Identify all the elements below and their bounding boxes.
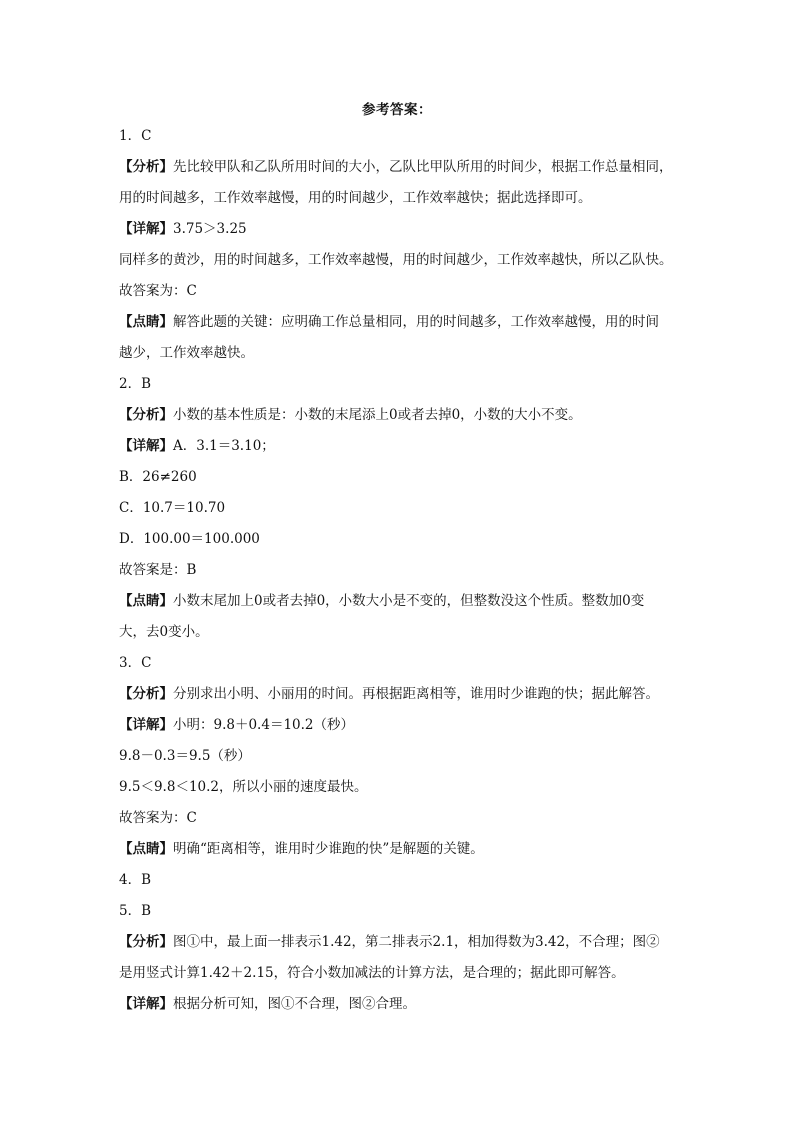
section-tag: 【分析】 <box>119 159 173 175</box>
answer-line <box>119 276 679 307</box>
section-tag: 【分析】 <box>119 934 173 950</box>
answer-line <box>119 865 679 896</box>
line-text: 解答此题的关键：应明确工作总量相同，用的时间越多，工作效率越慢，用的时间 <box>173 314 659 330</box>
line-text: 4．B <box>119 872 152 888</box>
answer-line <box>119 400 679 431</box>
line-text: 用的时间越多，工作效率越慢，用的时间越少，工作效率越快；据此选择即可。 <box>119 190 592 206</box>
line-text: 先比较甲队和乙队所用时间的大小，乙队比甲队所用的时间少，根据工作总量相同， <box>173 159 673 175</box>
line-text: 越少，工作效率越快。 <box>119 345 254 361</box>
answer-line <box>119 462 679 493</box>
line-text: 9.5＜9.8＜10.2，所以小丽的速度最快。 <box>119 779 368 795</box>
answer-line <box>119 307 679 338</box>
line-text: C．10.7＝10.70 <box>119 500 226 516</box>
line-text: 9.8－0.3＝9.5（秒） <box>119 748 251 764</box>
answer-line <box>119 958 679 989</box>
section-tag: 【点睛】 <box>119 841 173 857</box>
line-text: 图①中，最上面一排表示1.42，第二排表示2.1，相加得数为3.42，不合理；图② <box>173 934 660 950</box>
line-text: B．26≠260 <box>119 469 197 485</box>
line-text: 小数的基本性质是：小数的末尾添上0或者去掉0，小数的大小不变。 <box>173 407 582 423</box>
answer-line <box>119 152 679 183</box>
line-text: 分别求出小明、小丽用的时间。再根据距离相等，谁用时少谁跑的快；据此解答。 <box>173 686 659 702</box>
section-tag: 【详解】 <box>119 996 173 1012</box>
section-tag: 【详解】 <box>119 717 173 733</box>
answer-line <box>119 338 679 369</box>
line-text: 5．B <box>119 903 152 919</box>
answer-line <box>119 927 679 958</box>
line-text: 小明：9.8＋0.4＝10.2（秒） <box>173 717 354 733</box>
answer-line <box>119 741 679 772</box>
line-text: 明确“距离相等，谁用时少谁跑的快”是解题的关键。 <box>173 841 484 857</box>
answer-line <box>119 555 679 586</box>
answer-line <box>119 896 679 927</box>
line-text: A．3.1＝3.10； <box>173 438 275 454</box>
answer-line <box>119 493 679 524</box>
line-text: 故答案是：B <box>119 562 197 578</box>
answer-line <box>119 679 679 710</box>
line-text: 小数末尾加上0或者去掉0，小数大小是不变的，但整数没这个性质。整数加0变 <box>173 593 645 609</box>
answer-line <box>119 648 679 679</box>
answer-line <box>119 431 679 462</box>
line-text: 1．C <box>119 128 152 144</box>
answer-line <box>119 834 679 865</box>
line-text: 2．B <box>119 376 152 392</box>
answer-line <box>119 989 679 1020</box>
answer-line <box>119 617 679 648</box>
section-tag: 【分析】 <box>119 686 173 702</box>
section-tag: 【详解】 <box>119 221 173 237</box>
line-text: 根据分析可知，图①不合理，图②合理。 <box>173 996 416 1012</box>
answer-line <box>119 524 679 555</box>
answer-line <box>119 772 679 803</box>
answer-line <box>119 803 679 834</box>
section-tag: 【分析】 <box>119 407 173 423</box>
section-tag: 【点睛】 <box>119 314 173 330</box>
answer-line <box>119 214 679 245</box>
answer-content <box>119 121 679 1020</box>
line-text: 3．C <box>119 655 152 671</box>
answer-line <box>119 710 679 741</box>
line-text: 是用竖式计算1.42＋2.15，符合小数加减法的计算方法，是合理的；据此即可解答。 <box>119 965 625 981</box>
page-title: 参考答案： <box>362 102 432 118</box>
line-text: 3.75＞3.25 <box>173 221 247 237</box>
line-text: 故答案为：C <box>119 810 197 826</box>
answer-line <box>119 369 679 400</box>
section-tag: 【点睛】 <box>119 593 173 609</box>
section-tag: 【详解】 <box>119 438 173 454</box>
line-text: 同样多的黄沙，用的时间越多，工作效率越慢，用的时间越少，工作效率越快，所以乙队快。 <box>119 252 673 268</box>
answer-line <box>119 245 679 276</box>
line-text: D．100.00＝100.000 <box>119 531 260 547</box>
answer-line <box>119 183 679 214</box>
line-text: 大，去0变小。 <box>119 624 209 640</box>
line-text: 故答案为：C <box>119 283 197 299</box>
answer-line <box>119 586 679 617</box>
answer-line <box>119 121 679 152</box>
